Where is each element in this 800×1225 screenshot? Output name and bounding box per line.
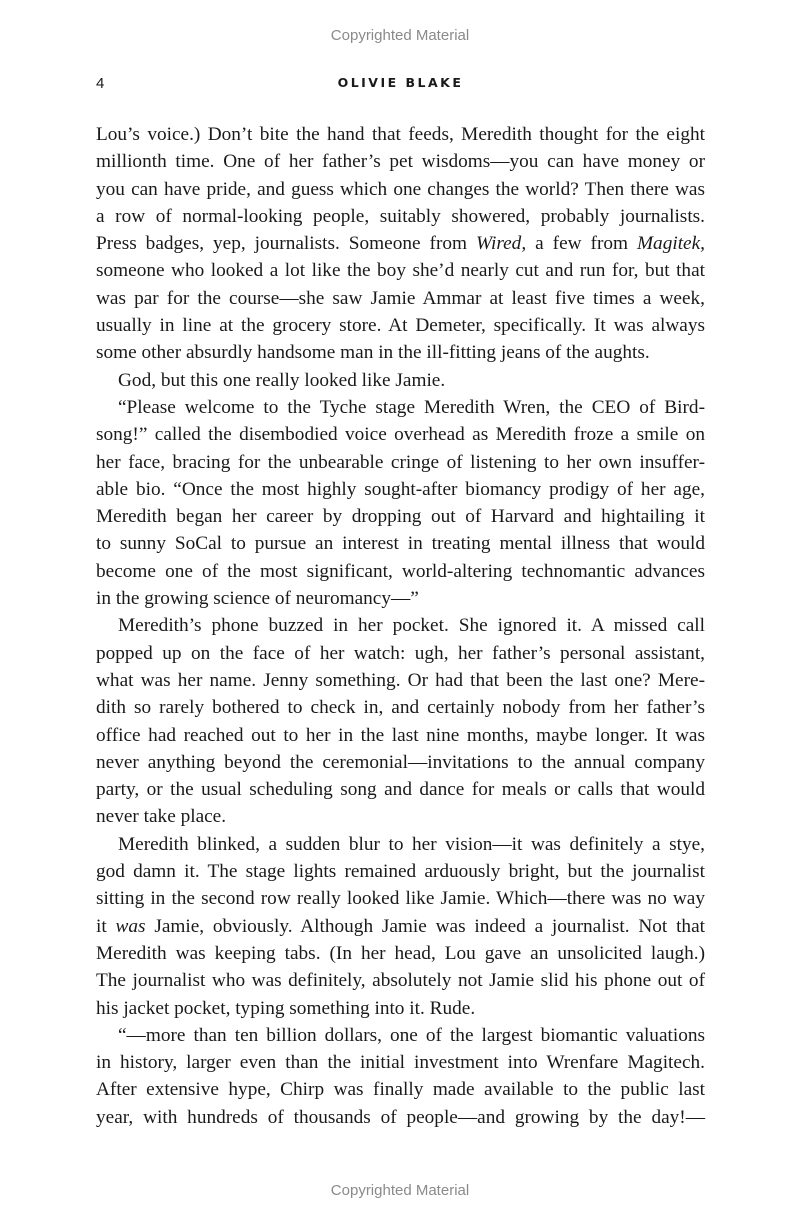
text-line: song!” called the disembodied voice overhead as Meredith froze a smile on <box>96 424 705 446</box>
text-line: dith so rarely bothered to check in, and certainly nobody from her father’s <box>96 697 705 719</box>
text-line: Meredith’s phone buzzed in her pocket. She ignored it. A missed call <box>118 615 705 637</box>
text-line: Meredith was keeping tabs. (In her head, Lou gave an unsolicited laugh.) <box>96 942 705 964</box>
text-line: it was Jamie, obviously. Although Jamie was indeed a journalist. Not that <box>96 915 705 937</box>
text-line: “Please welcome to the Tyche stage Meredith Wren, the CEO of Bird- <box>118 396 705 418</box>
page-number: 4 <box>96 75 105 92</box>
text-line: able bio. “Once the most highly sought-after biomancy prodigy of her age, <box>96 478 705 500</box>
author-name: OLIVIE BLAKE <box>337 75 464 90</box>
text-line: millionth time. One of her father’s pet wisdoms—you can have money or <box>96 151 705 173</box>
paragraph <box>96 121 705 367</box>
text-line: you can have pride, and guess which one changes the world? Then there was <box>96 178 705 200</box>
paragraph <box>96 831 705 1022</box>
paragraph <box>96 1022 705 1131</box>
paragraph <box>96 367 705 394</box>
text-line: god damn it. The stage lights remained arduously bright, but the journalist <box>96 861 705 883</box>
text-line: never anything beyond the ceremonial—invitations to the annual company <box>96 751 705 773</box>
text-line: Lou’s voice.) Don’t bite the hand that feeds, Meredith thought for the eight <box>96 124 705 145</box>
body-text <box>96 121 705 1131</box>
paragraph <box>96 394 705 612</box>
text-line: to sunny SoCal to pursue an interest in treating mental illness that would <box>96 533 705 555</box>
text-line: The journalist who was definitely, absolutely not Jamie slid his phone out of <box>96 970 705 992</box>
paragraph <box>96 612 705 830</box>
italic-text: was <box>115 915 146 937</box>
italic-text: Magitek, <box>637 233 705 255</box>
text-line: year, with hundreds of thousands of people—and growing by the day!— <box>96 1106 705 1128</box>
text-line: some other absurdly handsome man in the ill-fitting jeans of the aughts. <box>96 342 650 364</box>
text-line: God, but this one really looked like Jamie. <box>118 369 446 391</box>
text-line: his jacket pocket, typing something into it. Rude. <box>96 997 476 1019</box>
running-head <box>96 75 705 97</box>
text-line: Press badges, yep, journalists. Someone from Wired, a few from Magitek, <box>96 233 705 255</box>
text-line: in the growing science of neuromancy—” <box>96 588 419 610</box>
text-line: popped up on the face of her watch: ugh, her father’s personal assistant, <box>96 642 705 664</box>
text-line: “—more than ten billion dollars, one of the largest biomantic valuations <box>118 1024 705 1046</box>
text-line: become one of the most significant, world-altering technomantic advances <box>96 560 705 582</box>
copyright-watermark-bottom: Copyrighted Material <box>330 1182 470 1199</box>
text-line: was par for the course—she saw Jamie Ammar at least five times a week, <box>96 287 705 309</box>
text-line: someone who looked a lot like the boy she’d nearly cut and run for, but that <box>96 260 705 282</box>
text-line: Meredith began her career by dropping out of Harvard and hightailing it <box>96 506 705 528</box>
text-line: sitting in the second row really looked like Jamie. Which—there was no way <box>96 888 705 910</box>
text-line: never take place. <box>96 806 227 828</box>
text-line: party, or the usual scheduling song and dance for meals or calls that would <box>96 779 705 801</box>
text-line: Meredith blinked, a sudden blur to her vision—it was definitely a stye, <box>118 833 705 855</box>
text-line: in history, larger even than the initial investment into Wrenfare Magitech. <box>96 1052 705 1074</box>
text-line: After extensive hype, Chirp was finally made available to the public last <box>96 1079 705 1101</box>
text-line: a row of normal-looking people, suitably showered, probably journalists. <box>96 205 705 227</box>
italic-text: Wired, <box>475 233 527 255</box>
text-line: her face, bracing for the unbearable cringe of listening to her own insuffer- <box>96 451 705 473</box>
text-line: office had reached out to her in the last nine months, maybe longer. It was <box>96 724 705 746</box>
text-line: usually in line at the grocery store. At Demeter, specifically. It was always <box>96 315 705 337</box>
text-line: what was her name. Jenny something. Or had that been the last one? Mere- <box>96 669 705 691</box>
copyright-watermark-top: Copyrighted Material <box>330 27 470 44</box>
